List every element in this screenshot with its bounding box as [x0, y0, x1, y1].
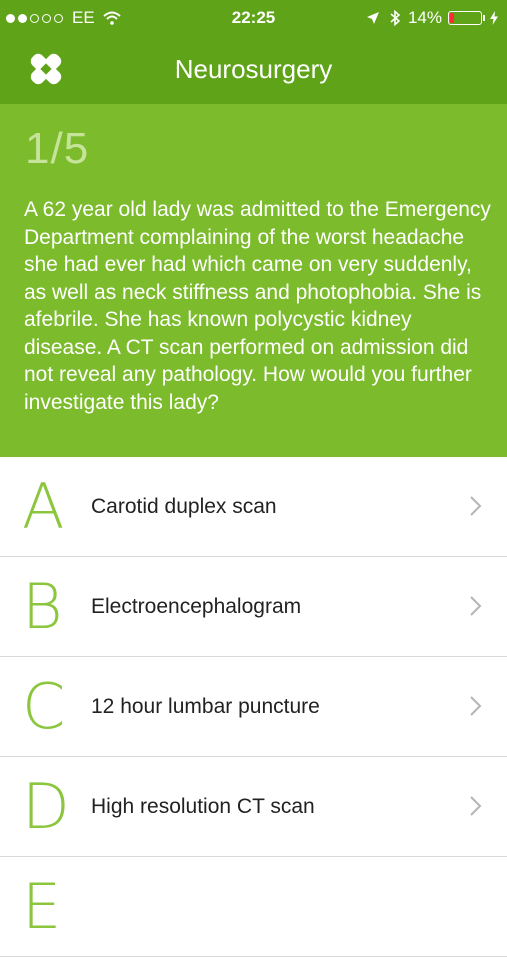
- answer-option-c[interactable]: [0, 657, 507, 757]
- question-counter: 1/5: [25, 124, 90, 173]
- answer-option-d[interactable]: [0, 757, 507, 857]
- answer-option-b[interactable]: [0, 557, 507, 657]
- answer-list: [0, 457, 507, 957]
- header-bar: [0, 0, 507, 104]
- charging-bolt-icon: [489, 11, 499, 25]
- chevron-right-icon: [469, 795, 483, 817]
- chevron-right-icon: [469, 495, 483, 517]
- answer-option-a[interactable]: [0, 457, 507, 557]
- chevron-right-icon: [469, 595, 483, 617]
- question-panel: [0, 104, 507, 457]
- location-arrow-icon: [366, 11, 380, 25]
- option-letter: D: [22, 770, 70, 843]
- chevron-right-icon: [469, 695, 483, 717]
- option-label: Carotid duplex scan: [91, 495, 277, 518]
- page-title: Neurosurgery: [174, 54, 333, 84]
- option-label: 12 hour lumbar puncture: [91, 695, 320, 718]
- battery-percent: 14%: [407, 8, 442, 27]
- battery-tip: [483, 15, 485, 21]
- status-time: 22:25: [231, 8, 276, 27]
- option-label: High resolution CT scan: [91, 795, 315, 818]
- carrier-name: EE: [72, 8, 95, 27]
- option-letter: A: [22, 470, 65, 543]
- battery-fill: [450, 13, 454, 23]
- battery-icon: [448, 11, 482, 25]
- option-letter: C: [22, 670, 66, 743]
- option-letter: E: [22, 870, 62, 943]
- option-letter: B: [22, 570, 63, 643]
- status-bar: [0, 0, 507, 36]
- answer-option-e[interactable]: [0, 857, 507, 957]
- question-text: A 62 year old lady was admitted to the Emergency Department complaining of the worst headache she had ever had which came on very suddenly, as well as neck stiffness and photophobia. She is afebrile. She has known polycystic kidney disease. A CT scan performed on admission did not reveal any pathology. How would you further investigate this lady?: [24, 198, 491, 414]
- bluetooth-icon: [390, 10, 400, 26]
- option-label: Electroencephalogram: [91, 595, 302, 618]
- status-right: [366, 8, 499, 28]
